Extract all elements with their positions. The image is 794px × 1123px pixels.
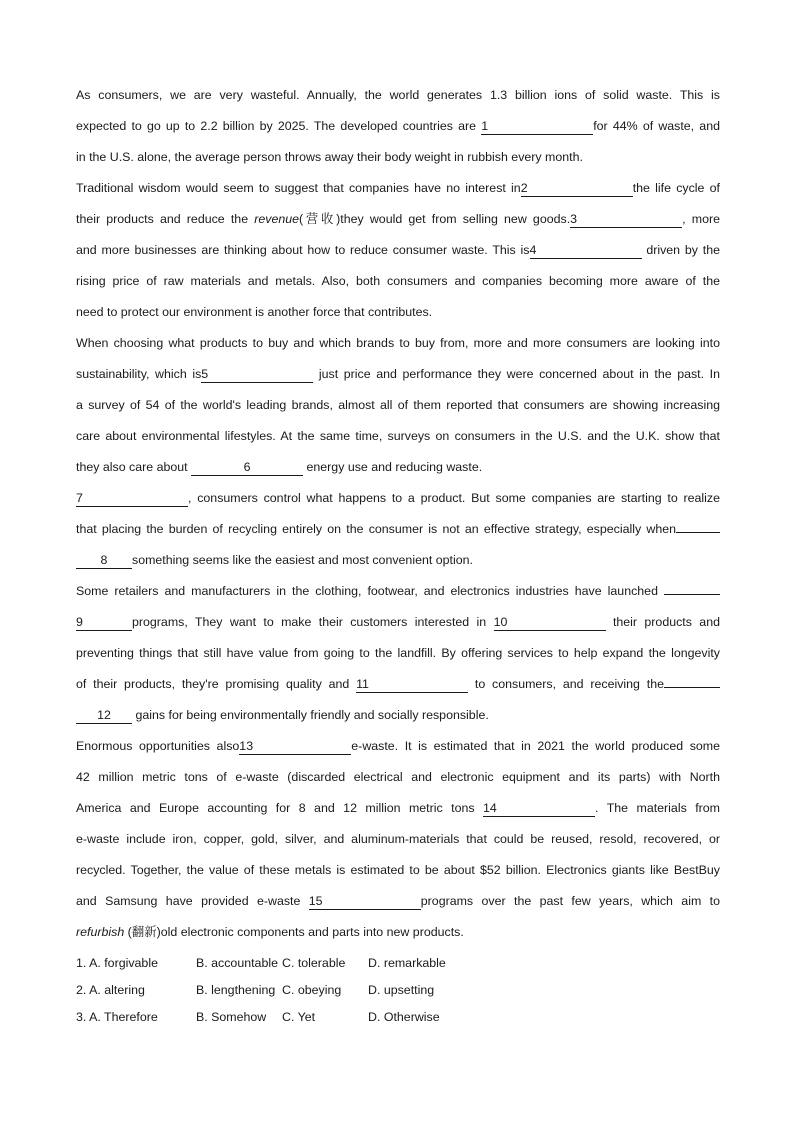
blank-8-start[interactable]	[676, 517, 720, 533]
blank-9-start[interactable]	[664, 579, 720, 595]
text-line: that placing the burden of recycling entirely on the consumer is not an effective strategy, especially when	[76, 514, 720, 545]
blank-1[interactable]: 1	[481, 119, 593, 135]
cloze-passage	[76, 80, 720, 948]
text-line: 7 , consumers control what happens to a product. But some companies are starting to realize	[76, 491, 720, 505]
text-line: 42 million metric tons of e-waste (discarded electrical and electronic equipment and its parts) with North	[76, 770, 720, 784]
paragraph-4	[76, 483, 720, 576]
text-line: of their products, they're promising quality and 11 to consumers, and receiving the	[76, 669, 720, 700]
blank-5[interactable]: 5	[201, 367, 313, 383]
text-line: and more businesses are thinking about how to reduce consumer waste. This is4 driven by the	[76, 243, 720, 257]
blank-15[interactable]: 15	[309, 894, 421, 910]
text-line: preventing things that still have value from going to the landfill. By offering services to help expand the longevity	[76, 646, 720, 660]
text-line: their products and reduce the revenue(营收)they would get from selling new goods.3 , more	[76, 212, 720, 226]
text-line: 12 gains for being environmentally friendly and socially responsible.	[76, 700, 720, 731]
blank-9[interactable]: 9	[76, 615, 132, 631]
text-line: 9 programs, They want to make their customers interested in 10 their products and	[76, 615, 720, 629]
text-line: they also care about 6 energy use and reducing waste.	[76, 460, 483, 474]
text-line: care about environmental lifestyles. At the same time, surveys on consumers in the U.S. and the U.K. show that	[76, 429, 720, 443]
text-line: When choosing what products to buy and which brands to buy from, more and more consumers are looking into	[76, 336, 720, 350]
paragraph-2	[76, 173, 720, 328]
text-line: rising price of raw materials and metals. Also, both consumers and companies becoming more aware of the	[76, 274, 720, 288]
blank-6[interactable]: 6	[191, 460, 303, 476]
paragraph-5	[76, 576, 720, 731]
text-line: in the U.S. alone, the average person throws away their body weight in rubbish every month.	[76, 150, 583, 164]
text-line: Enormous opportunities also13 e-waste. It is estimated that in 2021 the world produced some	[76, 739, 721, 753]
text-line: refurbish (翻新)old electronic components and parts into new products.	[76, 925, 464, 939]
blank-2[interactable]: 2	[521, 181, 633, 197]
option-c[interactable]: C. tolerable	[282, 956, 346, 970]
option-c[interactable]: C. Yet	[282, 1010, 316, 1024]
text-line: expected to go up to 2.2 billion by 2025. The developed countries are 1 for 44% of waste, and	[76, 119, 720, 133]
paragraph-6	[76, 731, 720, 948]
paragraph-1	[76, 80, 720, 173]
blank-13[interactable]: 13	[239, 739, 351, 755]
option-d[interactable]: D. Otherwise	[368, 1010, 440, 1024]
text-line: and Samsung have provided e-waste 15 programs over the past few years, which aim to	[76, 894, 721, 908]
text-line: sustainability, which is5 just price and performance they were concerned about in the past. In	[76, 367, 720, 381]
option-b[interactable]: B. Somehow	[196, 1010, 267, 1024]
blank-14[interactable]: 14	[483, 801, 595, 817]
option-row-1	[76, 950, 488, 977]
option-c[interactable]: C. obeying	[282, 983, 342, 997]
text-line: Traditional wisdom would seem to suggest that companies have no interest in2 the life cycle of	[76, 181, 720, 195]
paragraph-3	[76, 328, 720, 483]
option-b[interactable]: B. lengthening	[196, 983, 276, 997]
text-line: Some retailers and manufacturers in the clothing, footwear, and electronics industries have launched	[76, 576, 720, 607]
option-b[interactable]: B. accountable	[196, 956, 278, 970]
blank-11[interactable]: 11	[356, 677, 468, 693]
text-line: need to protect our environment is another force that contributes.	[76, 305, 433, 319]
text-line: recycled. Together, the value of these metals is estimated to be about $52 billion. Electronics giants like BestBuy	[76, 863, 720, 877]
text-line: America and Europe accounting for 8 and 12 million metric tons 14 . The materials from	[76, 801, 720, 815]
blank-4[interactable]: 4	[530, 243, 642, 259]
text-line: e-waste include iron, copper, gold, silver, and aluminum-materials that could be reused, resold, recovered, or	[76, 832, 720, 846]
option-a[interactable]: 2. A. altering	[76, 983, 145, 997]
text-line: 8 something seems like the easiest and most convenient option.	[76, 545, 720, 576]
blank-7[interactable]: 7	[76, 491, 188, 507]
answer-options	[76, 950, 488, 1031]
text-line: a survey of 54 of the world's leading brands, almost all of them reported that consumers are showing increasing	[76, 398, 720, 412]
blank-8[interactable]: 8	[76, 553, 132, 569]
option-row-3	[76, 1004, 488, 1031]
blank-10[interactable]: 10	[494, 615, 606, 631]
blank-3[interactable]: 3	[570, 212, 682, 228]
option-d[interactable]: D. upsetting	[368, 983, 435, 997]
blank-12[interactable]: 12	[76, 708, 132, 724]
option-a[interactable]: 3. A. Therefore	[76, 1010, 158, 1024]
option-a[interactable]: 1. A. forgivable	[76, 956, 158, 970]
blank-12-start[interactable]	[664, 672, 720, 688]
option-d[interactable]: D. remarkable	[368, 956, 446, 970]
text-line: As consumers, we are very wasteful. Annually, the world generates 1.3 billion ions of solid waste. This is	[76, 88, 720, 102]
option-row-2	[76, 977, 488, 1004]
